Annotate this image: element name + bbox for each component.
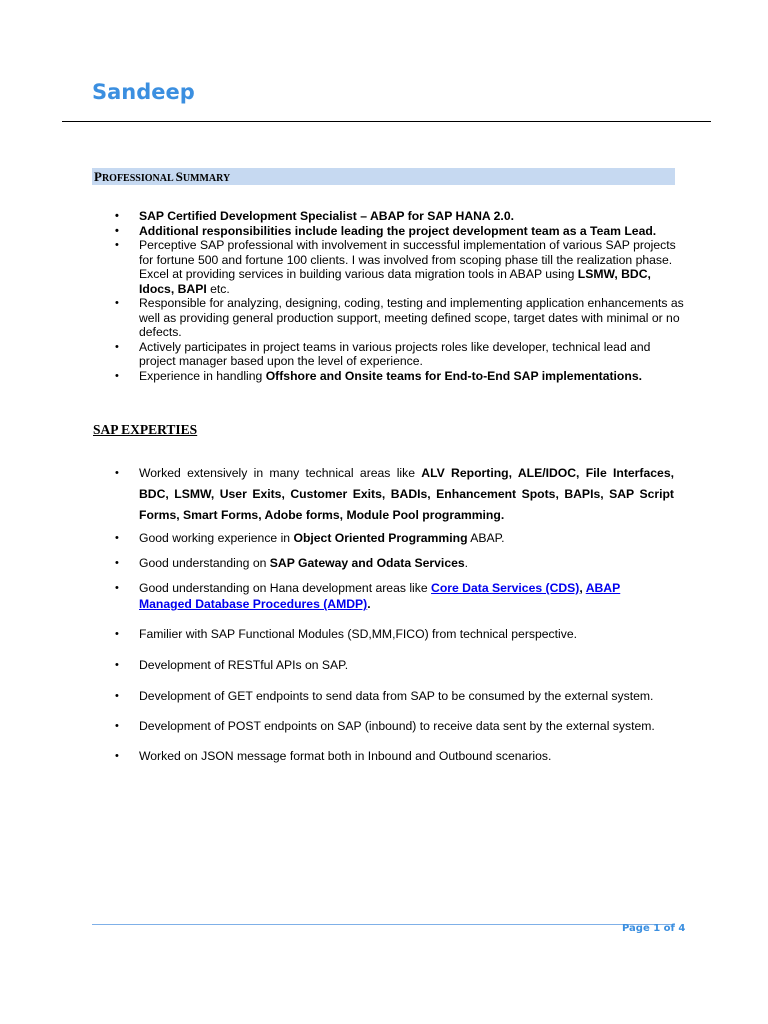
cds-link[interactable]: Core Data Services (CDS): [431, 581, 580, 595]
list-item: • Additional responsibilities include leading the project development team as a Team Lead.: [112, 224, 687, 239]
footer-divider: [92, 924, 675, 925]
list-item: • Worked extensively in many technical areas like ALV Reporting, ALE/IDOC, File Interfaces, BDC, LSMW, User Exits, Customer Exits, BADIs, Enhancement Spots, BAPIs, SAP Script Forms, Smart Forms, Adobe forms, Module Pool programming.: [112, 463, 674, 526]
professional-summary-heading: PROFESSIONAL SUMMARY: [92, 168, 675, 185]
page-number: Page 1 of 4: [622, 923, 686, 934]
list-item: • Development of RESTful APIs on SAP.: [112, 657, 674, 673]
list-item: • Responsible for analyzing, designing, coding, testing and implementing application enhancements as well as providing general production support, meeting defined scope, target dates with minimal or no defects.: [112, 296, 687, 340]
list-item: • Experience in handling Offshore and Onsite teams for End-to-End SAP implementations.: [112, 369, 687, 384]
header-divider: [62, 121, 711, 122]
list-item: • Development of GET endpoints to send data from SAP to be consumed by the external system.: [112, 688, 674, 704]
candidate-name: Sandeep: [92, 80, 195, 104]
list-item: • Worked on JSON message format both in Inbound and Outbound scenarios.: [112, 748, 674, 764]
amdp-link[interactable]: ABAP Managed Database Procedures (AMDP): [139, 581, 621, 611]
list-item: • Perceptive SAP professional with involvement in successful implementation of various SAP projects for fortune 500 and fortune 100 clients. I was involved from scoping phase till the realization phase. Excel at providing services in building various data migration tools in ABAP using LSMW, BDC, Idocs, BAPI etc.: [112, 238, 687, 296]
list-item: • Development of POST endpoints on SAP (inbound) to receive data sent by the external system.: [112, 718, 674, 734]
expertise-list: [112, 463, 674, 764]
sap-expertise-heading: SAP EXPERTIES: [93, 422, 198, 437]
list-item: • Good understanding on Hana development areas like Core Data Services (CDS), ABAP Managed Database Procedures (AMDP).: [112, 580, 674, 612]
list-item: • Actively participates in project teams in various projects roles like developer, technical lead and project manager based upon the level of experience.: [112, 340, 687, 369]
list-item: • SAP Certified Development Specialist – ABAP for SAP HANA 2.0.: [112, 209, 687, 224]
summary-list: [112, 209, 687, 383]
list-item: • Good understanding on SAP Gateway and Odata Services.: [112, 555, 674, 571]
list-item: • Good working experience in Object Oriented Programming ABAP.: [112, 530, 674, 546]
list-item: • Familier with SAP Functional Modules (SD,MM,FICO) from technical perspective.: [112, 626, 674, 642]
